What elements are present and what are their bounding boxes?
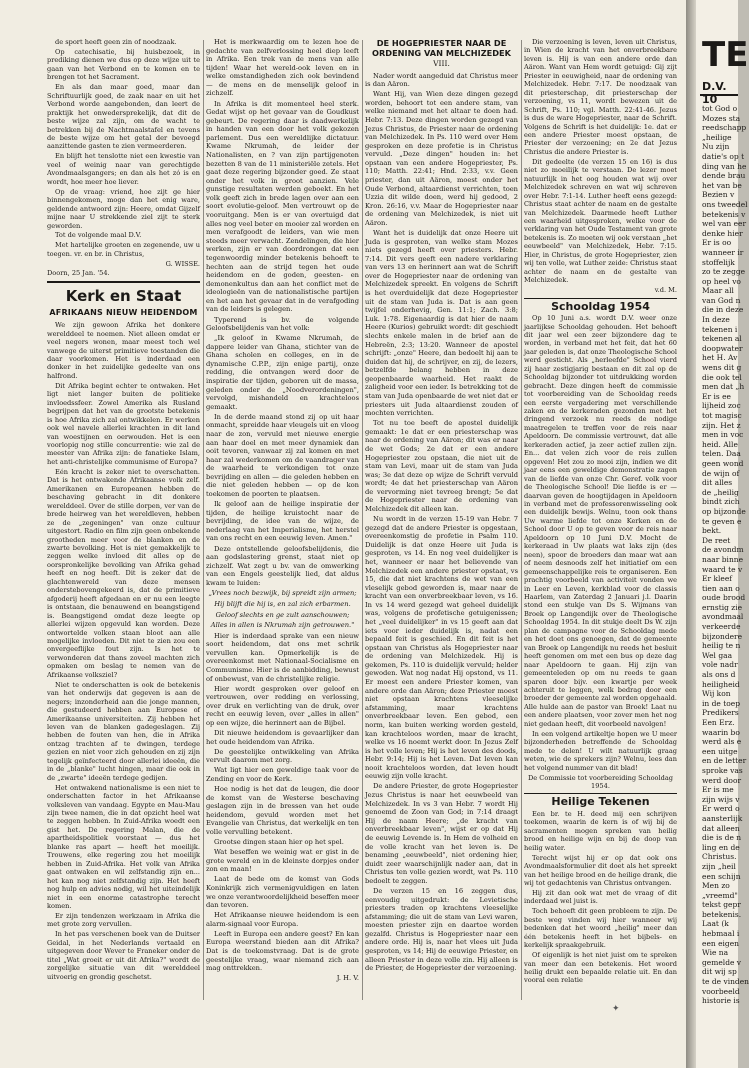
- text-line: In deze: [702, 315, 730, 325]
- verse-line: „Vrees noch bezwijk, bij spreidt zijn armen;: [208, 589, 357, 598]
- text-line: wanneer ir: [702, 247, 744, 257]
- text-line: tekst gepr: [702, 900, 741, 910]
- text-line: dende brau: [702, 171, 746, 181]
- text-line: datie's op t: [702, 151, 745, 161]
- text-line: tien aan o: [702, 583, 740, 593]
- text-line: Wie na: [702, 948, 729, 958]
- paragraph: We zijn gewoon Afrika het donkere werelddeel te noemen. Niet alleen omdat er veel negers wonen, maar meest toch wel vanwege de uiterst primitieve toestanden die daar voorkomen. Het is inderdaad een donker in het zuidelijke gedeelte van ons halfrond.: [47, 321, 200, 380]
- text-line: werd door: [702, 775, 742, 785]
- text-line: Wij kon: [702, 689, 731, 699]
- paragraph: Dit nieuwe heidendom is gevaarlijker dan het oude heidendom van Afrika.: [206, 729, 359, 746]
- text-line: ernstig zie: [702, 602, 743, 612]
- paragraph: Niet te onderschatten is ook de betekenis van het onderwijs dat gegeven is aan de negers; inzonderheid aan die jonge mannen, die gestudeerd hebben aan Europese of Amerikaanse universiteiten. Zij hebben het leven van de blanken gadegeslagen. Zij hebben de fouten van hen, die in Afrika ontzag trachten af te dwingen, terdege gezien en niet voor zich gehouden en zij zijn tegelijk geïnfecteerd door allerlei ideeën, die in de „blanke" lucht hingen, maar die ook in de „zwarte" ideeën terdege gedijen.: [47, 680, 200, 782]
- sermon-letter-conclusion: [47, 38, 200, 258]
- text-line: bijzondere: [702, 631, 743, 641]
- text-line: stoffelijk: [702, 257, 735, 267]
- paragraph: Eén kracht is zeker niet te overschatten. Dat is het ontwakende Afrikaanse volk zelf. Amerikanen en Europeanen hebben de beschaving gebracht in dit donkere werelddeel. Over de stille dorpen, ver van de brede heirweg van het wereldleven, hebben ze de „zegeningen" van onze cultuur uitgestort. Radio en film zijn geen onbekende grootheden meer voor de blanken en de zwarte bevolking. Het is niet gemakkelijk te zeggen welke invloed dit alles op de oorspronkelijke bevolking van Afrika gehad heeft en nog heeft. Dit is zeker dat de glachtenwereld van deze mensen onderstebovengekeerd is, dat de primitieve afgoderij heeft afgedaan en er nu een leegte is ontstaan, die benauwend en beangstigend is. Beangstigend omdat deze leegte op allerlei wijzen opgevuld kan worden. Deze ontwortelde volken staan bloot aan alle mogelijke invloeden. Dit niet te zien zou een onvergeeflijke fout zijn. Is het te verwonderen dat thans zoveel machten zich opmaken om beslag te nemen van de Afrikaanse volksziel?: [47, 467, 200, 679]
- text-line: Men zo: [702, 881, 730, 891]
- paragraph: Want het is duidelijk dat onze Heere uit Juda is gesproten, van welke stam Mozes niets gezegd heeft over priesters. Hebr. 7:14. Dit vers geeft een nadere verklaring van vers 13 en herinnert aan wat de Schrift over de Hogepriester naar de ordening van Melchizedek spreekt. En volgens de Schrift is het overduidelijk dat deze Hogepriester uit de stam van Juda is. Dat is aan geen twijfel onderhevig, Gen. 11:1; Zach. 3:8; Luk. 1:78. Eigenaardig is dat hier de naam Heere (Kurios) gebruikt wordt: dit geschiedt slechts enkele malen in de brief aan de Hebreën, 2:3; 13:20. Wanneer de apostel schrijft: „onze" Heere, dan bedoelt hij aan te duiden dat hij, de schrijver, en zij, de lezers, betzelfde belang hebben in deze geopenbaarde waarheid. Het raakt de zaligheid voor een ieder. Is betrekking tot de stam van Juda openbaarde de wet niet dat er priesters uit Juda altaardienst zouden of mochten verrichten.: [365, 228, 518, 418]
- masthead-rule: [700, 94, 738, 96]
- text-line: heilig te n: [702, 641, 741, 651]
- article-conclusion: [206, 632, 359, 973]
- text-line: de wijn of: [702, 468, 740, 478]
- text-line: waard te v: [702, 564, 743, 574]
- column-divider: [362, 40, 363, 1000]
- paragraph: Dit gedeelte (de verzen 15 en 16) is dus niet zo moeilijk te verstaan. De lezer moet natuurlijk in het oog houden wat wij over Melchizedek schreven en wat wij schreven over Hebr. 7:1-14. Luther heeft eens gezegd: Christus staat achter de naam en de gestalte van Melchizedek. Daarmede heeft Luther een waarheid uitgesproken, welke voor de verklaring van het Oude Testament van grote betekenis is. Zo moeten wij ook verstaan „het eeuwbeeld" van Melchizedek, Hebr. 7:15. Hier, in Christus, de grote Hogepriester, zien wij ten volle, wat Luther zeide: Christus staat achter de naam en de gestalte van Melchizedek.: [524, 157, 677, 285]
- text-line: denke hier: [702, 228, 743, 238]
- text-line: Wel gaa: [702, 650, 733, 660]
- paragraph: Ik geloof aan de heilige inspiratie der tijden, de heilige kruistocht naar de bevrijding, de idee van de wijze, de nederlaag van het Imperialisme, het herstel van ons recht en een eeuwig leven. Amen.": [206, 500, 359, 543]
- paragraph: Dit Afrika begint echter te ontwaken. Het ligt niet langer buiten de politieke invloedssfeer. Zowel Amerika als Rusland begrijpen dat het van de grootste betekenis is hoe Afrika zich zal ontwikkelen. Er werken ook wel navele allerlei krachten in dit land van woestijnen en oerwouden. Het is een voorlopig nog stille concurrentie: wie zal de meester van Afrika zijn: de fanatieke Islam, het anti-christelijke communisme of Europa?: [47, 381, 200, 466]
- text-line: „heilige: [702, 132, 732, 142]
- article-signature-vdm: v.d. M.: [654, 286, 677, 295]
- text-line: werd als e: [702, 737, 742, 747]
- paragraph: Het is merkwaardig om te lezen hoe de gedachte van zelfverlossing heel diep leeft in Afrika. Een trek van de mens van alle tijden! Waar het wereld-ook leven en in welke omstandigheden zich ook bevindend — de mens en de menselijk geloof in zichzelf.: [206, 38, 359, 98]
- text-line: en de letter: [702, 756, 747, 766]
- paragraph: Met hartelijke groeten en zegenende, uw u toegen. vr. en br. in Christus,: [47, 241, 200, 258]
- column-divider: [203, 40, 204, 1000]
- text-line: wel van eer: [702, 219, 747, 229]
- text-line: vole nadr: [702, 660, 738, 670]
- paragraph: Er zijn tendenzen werkzaam in Afrika die met grote zorg vervullen.: [47, 911, 200, 929]
- paragraph: Hoe nodig is het dat de leugen, die door de komst van de Westerse beschaving geslagen zijn in de bressen van het oude heidendom, gevuld worden met het Evangelie van Christus, dat werkelijk en ten volle vervulling betekent.: [206, 785, 359, 836]
- text-line: reedschapp: [702, 123, 747, 133]
- paragraph: Die verzoening is leven, leven uit Christus, in Wien de kracht van het onverbreekbare leven is. Hij is van een andere orde dan Aäron. Want van Hem wordt getuigd: Gij zijt Priester in eeuwigheid, naar de ordening van Melchizedek. Hebr. 7:17. De noodzaak van dit priesterschap, dit priesterschap der verzoening, vs 11, wordt bewezen uit de Schrift, Ps. 110; vgl. Matth. 22:41-46. Jezus is dus de ware Hogepriester, naar de Schrift. Volgens de Schrift is het duidelijk: 1e. dat er een andere Priester moest opstaan, de Priester der verzoening; en 2e dat Jezus Christus die andere Priester is.: [524, 38, 677, 156]
- paragraph: Typerend is bv. de volgende Geloofsbelijdenis van het volk:: [206, 315, 359, 333]
- verse-line: Hij blijft die hij is, en zal zich erbarmen.: [214, 600, 351, 608]
- column-3: [365, 38, 518, 974]
- text-line: verkeerde: [702, 622, 741, 632]
- text-line: Maar all: [702, 286, 734, 296]
- text-line: Er is ee: [702, 391, 731, 401]
- paragraph: „Ik geloof in Kwame Nkrumah, de dappere leider van Ghana, stichter van de Ghana scholen en colleges, en in de dynamische C.P.P., zijn enige partij, onze redding, die ontvangen werd door de inspiratie der tijden, geboren uit de massa, geleden onder de „Noodverordeningen", vervolgd, mishandeld en krachteloos gemaakt.: [206, 334, 359, 411]
- paragraph: Hier wordt gesproken over geloof en vertrouwen, over redding en verlossing, over druk en verlichting van de druk, over recht en eeuwig leven, over „alles in allen" op een wijze, die herinnert aan de Bijbel.: [206, 684, 359, 728]
- text-line: hebmaal i: [702, 929, 740, 939]
- text-line: op bijzonde: [702, 506, 746, 516]
- text-line: dit wij sp: [702, 967, 737, 977]
- text-line: heiligheid: [702, 679, 740, 689]
- text-line: het van be: [702, 180, 742, 190]
- text-line: dit alles: [702, 478, 733, 488]
- paragraph: Het ontwakend nationalisme is een niet te onderschatten factor in het Afrikaanse volksleven van vandaag. Egypte en Mau-Mau zijn twee namen, die in dat opzicht heel wat te zeggen hebben. In Zuid-Afrika woedt een gist het. De regering Malan, die de apartheidspolitiek voorstaat — dus het blanke ras apart — heeft het moeilijk. Trouwens, elke regering zou het moeilijk hebben in Zuid-Afrika. Het volk van Afrika gaat ontwaken en wil zelfstandig zijn en... het kan nog niet zelfstandig zijn. Het heeft nog hulp en advies nodig, wil het uiteindelijk niet in een enorme catastrophe terecht komen.: [47, 783, 200, 910]
- text-line: ding van he: [702, 161, 747, 171]
- article-part-number: VIII.: [433, 59, 450, 68]
- text-line: ling en de: [702, 842, 740, 852]
- page-gutter: [686, 0, 696, 1068]
- text-line: men in voc: [702, 430, 744, 440]
- text-line: Bezien v: [702, 190, 735, 200]
- column-4: [524, 38, 677, 986]
- text-line: op heel vo: [702, 276, 741, 286]
- text-line: in de toep: [702, 698, 741, 708]
- text-line: Christus.: [702, 852, 737, 862]
- text-line: bekt.: [702, 526, 722, 536]
- paragraph: Hier is inderdaad sprake van een nieuw soort heidendom, dat ons met schrik vervullen kan. Opmerkelijk is de overeenkomst met Nationaal-Socialisme en Communisme. Hier is de aanbidding, bewust of onbewust, van de christelijke religie.: [206, 631, 359, 683]
- text-line: tekenen i: [702, 324, 738, 334]
- text-line: zo te zegge: [702, 267, 746, 277]
- column-1: [47, 38, 200, 983]
- paragraph: In een volgend artikeltje hopen we U meer bijzonderheden betreffende de Schooldag mede te delen! U wilt natuurlijk graag weten, wie de sprekers zijn? Welnu, lees dan het volgend nummer van dit blad!: [524, 729, 677, 772]
- text-line: die is de n: [702, 833, 742, 843]
- paragraph: Nu wordt in de verzen 15-19 van Hebr. 7 gezegd dat de andere Priester is opgestaan, overeenkomstig de profetie in Psalm 110. Duidelijk is dat onze Heere uit Juda is gesproten, vs 14. En nog veel duidelijker is het, wanneer er naar het believende van Melchizedek een andere priester opstaat, vs 15, die dat niet krachtens de wet van een vleselijk gebod geworden is, maar naar de kracht van een onverbreekbaar leven, vs 16. In vs 14 werd gezegd wat geheel duidelijk was, volgens de profetische getuigenissen; het „veel duidelijker" in vs 15 geeft aan dat iets voor ieder duidelijk is, nadat een bepaald feit is geschied. En dit feit is het opstaan van Christus als Hogepriester naar de ordening van Melchizedek. Hij is gekomen, Ps. 110 is duidelijk vervuld; helder gewoden. Wat nog nadat Hij opstond, vs 11. Er moest een andere Priester komen, van andere orde dan Aäron; deze Priester moest niet opstaan krachtens vleeselijke afstamming, maar krachtens onverbreekbaar leven. Een gebod, een norm, kan buiten werking worden gesteld, kan krachteloos worden, maar de kracht, welke vs 16 noemt werkt door. In Jezus Zelf is het volle leven; Hij is het leven des doods, Hebr. 9:14; Hij is het Leven. Dat leven kan nooit krachteloos worden, dat leven houdt eeuwig zijn volle kracht.: [365, 515, 518, 781]
- text-line: zijn „heil: [702, 861, 736, 871]
- paragraph: Deze ontstellende geloofsbelijdenis, die aan godslastering grenst, staat niet op zichzelf. Wat zegt u bv. van de omwerking van een Engels geestelijk lied, dat aldus kwam te luiden:: [206, 544, 359, 587]
- paragraph: Op 10 Juni a.s. wordt D.V. weer onze jaarlijkse Schooldag gehouden. Het behoeft dit jaar wel een zeer bijzondere dag te worden, in verband met het feit, dat het 60 jaar geleden is, dat onze Theologische School werd gesticht. Als „herleefde" School vierd zij haar zestigjarig bestaan en dit zal op de Schooldag bijzonder tot uitdrukking worden gebracht. Deze dingen heeft de commissie tot voorbereiding van de Schooldag reeds een eerste vergadering met verschillende zaken en de kerkeraden gezonden met het dringend verzoek nu reeds de nodige maatregelen te treffen voor de reis naar Apeldoorn. De commissie vertrouwt, dat alle kerkeraden actief, ja zeer actief zullen zijn. En... dat velen zich voor de reis zullen opgeven! Het zou zo mooi zijn, indien we dit jaar eens een geweldige demonstratie zagen van de liefde van onze Chr. Geref. volk voor de Theologische School! Die liefde is er — daarvan geven de hoogtijdagen in Apeldoorn in verband met de professorenwisseling ook een duidelijk bewijs. Welnu, toon ook thans Uw warme liefde tot onze Kerken en de School door U op te geven voor de reis naar Apeldoorn op 10 Juni D.V. Mocht de kerkeraad in Uw plaats wat laks zijn (des neen), spoor de broeders dan maar wat aan of neem desnoods zelf het initiatief om een gemeenschappelijke reis te organiseren. Een prachtig voorbeeld van activiteit vonden we in Leer en Leven, kerkblad voor de classis Haarlem, van Zaterdag 2 Januari j.l. Daarin stond een stukje van Ds S. Wijmans van Broek op Langendijk over de Theologische Schooldag 1954. In dit stukje deelt Ds W. zijn plan de campagne voor de Schooldag mede en het doet ons genoegen, dat de gemeente van Broek op Langendijk nu reeds het besluit heeft genomen om met een bus op deze dag naar Apeldoorn te gaan. Hij zijn van gemeenteleden op om nu reeds te gaan sparen door bijv. een kwartje per week achteruit te leggen, welk bedrag door een broeder der gemeente zal worden opgehaald. Alle hulde aan de pastor van Broek! Laat nu een andere plaatsen, voor zover men het nog niet gedaan heeft, dit voorbeeld navolgen!: [524, 314, 677, 728]
- text-line: Mozes sta: [702, 113, 741, 123]
- text-line: heid. Alle: [702, 439, 738, 449]
- paragraph: Grootse dingen staan hier op het spel.: [214, 838, 344, 847]
- verse-line: Alles in allen is Nkrumah zijn getrouwen.": [210, 621, 355, 630]
- text-line: sproke vas: [702, 765, 743, 775]
- text-line: men dat „h: [702, 382, 745, 392]
- paragraph: De geestelijke ontwikkeling van Afrika vervult daarom met zorg.: [206, 747, 359, 765]
- section-rule: [524, 793, 677, 794]
- section-rule: [524, 298, 677, 299]
- article-title-heilige-tekenen: Heilige Tekenen: [551, 795, 650, 809]
- text-line: een uitge: [702, 746, 738, 756]
- paragraph: Het Afrikaanse nieuwe heidendom is een alarm-signaal voor Europa.: [206, 911, 359, 928]
- article-body-schooldag: [524, 314, 677, 772]
- paragraph: Een br. te H. deed mij een schrijven toekomen, waarin de kern is of wij bij de sacramenten mogen spreken van heilig brood en heilige wijn en bij de doop van heilig water.: [524, 809, 677, 852]
- text-line: dat alleen: [702, 823, 740, 833]
- commission-signature: De Commissie tot voorbereiding Schooldag 1954.: [527, 773, 674, 790]
- article-body-hogepriester: [365, 72, 518, 973]
- column-divider: [521, 40, 522, 1000]
- letter-date: Doorn, 25 Jan. '54.: [47, 269, 110, 278]
- text-line: bindt zich: [702, 497, 740, 507]
- text-line: De reet: [702, 535, 731, 545]
- column-2: [206, 38, 359, 984]
- text-line: telen. Daa: [702, 449, 741, 459]
- text-line: de avondm: [702, 545, 744, 555]
- paragraph: Nader wordt aangeduid dat Christus meer is dan Aäron.: [365, 71, 518, 89]
- text-line: wens dit g: [702, 363, 742, 373]
- text-line: „vreemd": [702, 890, 738, 900]
- text-line: die in deze: [702, 305, 744, 315]
- paragraph: de sport heeft geen zin of noodzaak.: [55, 38, 177, 46]
- section-rule: [47, 281, 200, 283]
- paragraph: De verzen 15 en 16 zeggen dus, eenvoudig uitgedrukt: de Levietische priesters traden op krachtens vleeselijke afstamming; die uit de stam van Levi waren, moesten priester zijn en daartoe worden gezalfd. Christus is Hogepriester naar een andere orde. Hij is, naar het vlees uit Juda gesproten, vs 14; Hij de eeuwige Priester, en alleen Priester in deze volle zin. Hij alleen is de Priester, de Hogepriester der verzoening.: [365, 886, 518, 973]
- text-line: oude brood: [702, 593, 746, 603]
- article-continuation: [206, 38, 359, 587]
- article-body-heilige-tekenen: [524, 810, 677, 985]
- verse-line: Geloof slechts en ge zult aanschouwen;: [215, 610, 350, 619]
- paragraph: Op catechisatie, bij huisbezoek, in prediking dienen we dus op deze wijze uit te gaan van het Verbond en te komen en te brengen tot het Sacrament.: [47, 47, 200, 82]
- paragraph: Of eigenlijk is het niet juist om te spreken van meer dan een betekenis. Het woord heilig drukt een bepaalde relatie uit. En dan vooral een relatie: [524, 951, 677, 985]
- text-line: betekenis v: [702, 209, 746, 219]
- paragraph: Wat beseffen we weinig wat er gist in de grote wereld en in de kleinste dorpjes onder zon en maan!: [206, 848, 359, 874]
- text-line: zijn. Het z: [702, 420, 741, 430]
- paragraph: Toch behoeft dit geen probleem te zijn. De beste weg vinden wij hier wanneer wij bedenken dat het woord „heilig" meer dan één betekenis heeft in het bijbels- en kerkelijk spraakgebruik.: [524, 907, 677, 950]
- text-line: te de vinden: [702, 977, 749, 987]
- paragraph: En als dan maar goed, maar dan Schriftuurlijk goed, de zaak naar en uit het Verbond worde aangebonden, dan leert de praktijk het onwedersprekelijk, dat dit de beste wijze zal zijn, om de wacht te betrekken bij de Nachtmaalstafel en tevens de beste wijze om het getal der bevoegd aanzittende gasten te zien vermeerderen.: [47, 83, 200, 151]
- masthead-fragment: TE: [702, 35, 749, 75]
- text-line: een schijn: [702, 871, 741, 881]
- text-line: Laat (k: [702, 919, 729, 929]
- article-body-afrikaans: [47, 321, 200, 981]
- paragraph: Tot de volgende maal D.V.: [55, 231, 142, 240]
- paragraph: En blijft het tenslotte niet een kwestie van veel of weinig naar van gerechtigde Avondmaalsgangers; en dan als het zó is en wordt, hoe meer hoe liever.: [47, 152, 200, 186]
- paragraph: Wat ligt hier een geweldige taak voor de Zending en voor de Kerk.: [206, 766, 359, 783]
- section-title-kerk-en-staat: Kerk en Staat: [65, 286, 182, 305]
- text-line: naar binne: [702, 554, 744, 564]
- text-line: geen wond: [702, 458, 744, 468]
- text-line: Een Erz.: [702, 718, 735, 727]
- article-signature: J. H. V.: [336, 974, 359, 983]
- text-line: betekenis.: [702, 909, 742, 919]
- text-line: die ook tel: [702, 372, 742, 382]
- text-line: tekenen al: [702, 334, 742, 344]
- masthead-subline-fragment: D.V. 10: [702, 80, 727, 106]
- paragraph: Tot nu toe beeft de apostel duidelijk gemaakt: 1e dat er een priesterschap was naar de ordening van Aäron; dit was er naar de wet Gods; 2e dat er een andere Hogepriester zou opstaan, die niet uit de stam van Levi, maar uit de stam van Juda was; 3e dat deze op wijze de Schrift vervuld wordt; 4e dat het priesterschap van Aäron de vervorming niet tevreeg brengt; 5e dat de Hogepriester naar de ordening van Melchizedek dit alleen kan.: [365, 419, 518, 513]
- article-title-afrikaans: AFRIKAANS NIEUW HEIDENDOM: [49, 307, 198, 317]
- text-line: doopwater: [702, 343, 743, 353]
- article-end-hogepriester: [524, 38, 677, 285]
- text-line: een eigen: [702, 938, 739, 948]
- text-line: gemelde v: [702, 957, 742, 967]
- text-line: ons tweedel: [702, 199, 748, 209]
- text-line: het H. Av: [702, 353, 738, 363]
- fold-mark-icon: ✦: [612, 1004, 620, 1014]
- article-title-schooldag: Schooldag 1954: [551, 299, 650, 313]
- paragraph: Hij zit dan ook wat met de vraag of dit inderdaad wel juist is.: [524, 888, 677, 906]
- paragraph: Terecht wijst hij er op dat ook ons Avondmaalsformulier dit doet als het spreekt van het heilige brood en de heilige drank, die wij tot gedachtenis van Christus ontvangen.: [524, 853, 677, 887]
- adjacent-text-lines: [702, 104, 749, 1006]
- paragraph: In de derde maand stond zij op uit haar onmacht, spreidde haar vleugels uit en vloog naar de zon, vervuld met nieuwe energie aan haar doel en met meer dynamiek dan ooit tevoren, vanwaar zij zal komen en met haar zal wederkomen om de vaandrager van de waarheid te verkondigen tot onze bevrijding en allen — die geleden hebben en die niet geleden hebben — op de kon toekomen de poorten te plaatsen.: [206, 412, 359, 499]
- text-line: avondmaal: [702, 612, 744, 622]
- text-line: tot God o: [702, 104, 738, 113]
- text-line: Er werd o: [702, 804, 740, 814]
- paragraph: Laat de bede om de komst van Gods Koninkrijk zich vermenigvuldigen en laten we onze verantwoordelijkheid beseffen meer dan tevoren.: [206, 875, 359, 910]
- text-line: voorbeeld: [702, 986, 740, 996]
- paragraph: Leeft in Europa een andere geest? En kan Europa weerstand bieden aan dit Afrika? Dat is de toekomstvraag. Dat is de grote geestelijke vraag, waar niemand zich aan mag onttrekken.: [206, 929, 359, 973]
- text-line: lijheid zoc: [702, 401, 741, 411]
- text-line: waarin bo: [702, 727, 740, 737]
- text-line: Predikers: [702, 708, 739, 718]
- letter-signature: G. WISSE.: [165, 259, 200, 268]
- paragraph: In het pas verschenen boek van de Duitser Geidal, in het Nederlands vertaald en uitgegeven door Wever te Franeker onder de titel „Wat groeit er uit dit Afrika?" wordt de zorgelijke situatie van dit werelddeel uitvoerig en grondig geschetst.: [47, 930, 200, 981]
- text-line: als ons d: [702, 670, 736, 680]
- paragraph: Op de vraag: vriend, hoe zijt ge hier binnengekomen, moge dan het enig ware, geldende antwoord zijn: Heere, omdat Gijzelf mijne naar U strekkende ziel zijt te sterk geworden.: [47, 187, 200, 230]
- text-line: van God n: [702, 295, 741, 305]
- paragraph: In Afrika is dit momenteel heel sterk. Gedat wijst op het gevaar van de Goudkust gebeurt. De regering daar is daadwerkelijk in handen van een door het volk gekozen parlement. Dus een wereldlijke dictatuur. Kwame Nkrumah, de leider der Nationalisten, en ? van zijn partijgenoten bezetten 8 van de 11 ministeriële zetels. Het gaat deze regering bijzonder goed. Ze staat onder het volk in groot aanzien. Vele gunstige resultaten werden geboekt. En het volk geeft zich in brede lagen over aan een soort evolutie-geloof. Men vertrouwt op de vooruitgang. Men is er van overtuigd dat alles nog veel beter en mooier zal worden en men verafgoodt de leiders, van wie men steeds meer verwacht. Zendelingen, die hier werken, zijn er van doordrongen dat een tegenwoordig minder betekenis behoeft te hechten aan de strijd tegen het oude heidendom en de goden, geesten- en demonenkultus dan aan het conflict met de ideologieën van de nationalistische partijen en het aan het gevaar dat in de verafgoding van de leiders is gelegen.: [206, 99, 359, 314]
- text-line: historie is: [702, 996, 740, 1006]
- text-line: tot magisc: [702, 411, 742, 420]
- paragraph: De andere Priester, de grote Hogepriester Jezus Christus is naar het eeuwbeeld van Melchizedek. In vs 3 van Hebr. 7 wordt Hij genoemd de Zoon van God; in 7:14 draagt Hij de naam Heere; „de kracht van onverbreekbaar leven", wijst er op dat Hij de eeuwig Levende is. In Hem de volheid en de volle kracht van het leven is. De benaming „eeuwbeeld", niet ordening hier, duidt zeer waarschijnlijk nader aan, dat in Christus ten volle gezien wordt, wat Ps. 110 bedoelt te zeggen.: [365, 782, 518, 885]
- hymn-verse: [206, 589, 359, 629]
- text-line: zijn wijs v: [702, 794, 740, 804]
- text-line: Er is oo: [702, 238, 732, 248]
- text-line: Nu zijn: [702, 142, 730, 152]
- article-title-hogepriester: DE HOGEPRIESTER NAAR DE ORDENING VAN MELCHIZEDEK: [372, 38, 511, 58]
- adjacent-page-fragment: [696, 0, 749, 1068]
- paragraph: Want Hij, van Wien deze dingen gezegd worden, behoort tot een andere stam, van welke niemand met het altaar te doen had. Hebr. 7:13. Deze dingen worden gezegd van Jezus Christus, de Priester naar de ordening van Melchizedek. In Ps. 110 werd over Hem gesproken en deze profetie is in Christus vervuld. „Deze dingen" houden in: het opstaan van een andere Hogepriester, Ps. 110; Matth. 22:41; Hnd. 2:33, v.v. Geen priester, dan uit Aäron, moest onder het Oude Verbond, altaardienst verrichten, toen Uzzia dit wilde doen, werd hij gedood, 2 Kron. 26:16, v.v. Maar de Hogepriester naar de ordening van Melchizedek, is niet uit Aäron.: [365, 90, 518, 227]
- text-line: de „heilig: [702, 487, 739, 497]
- text-line: Er is me: [702, 785, 734, 795]
- text-line: te geven e: [702, 516, 742, 526]
- text-line: Er kleef: [702, 574, 733, 584]
- text-line: aansterlijk: [702, 813, 743, 823]
